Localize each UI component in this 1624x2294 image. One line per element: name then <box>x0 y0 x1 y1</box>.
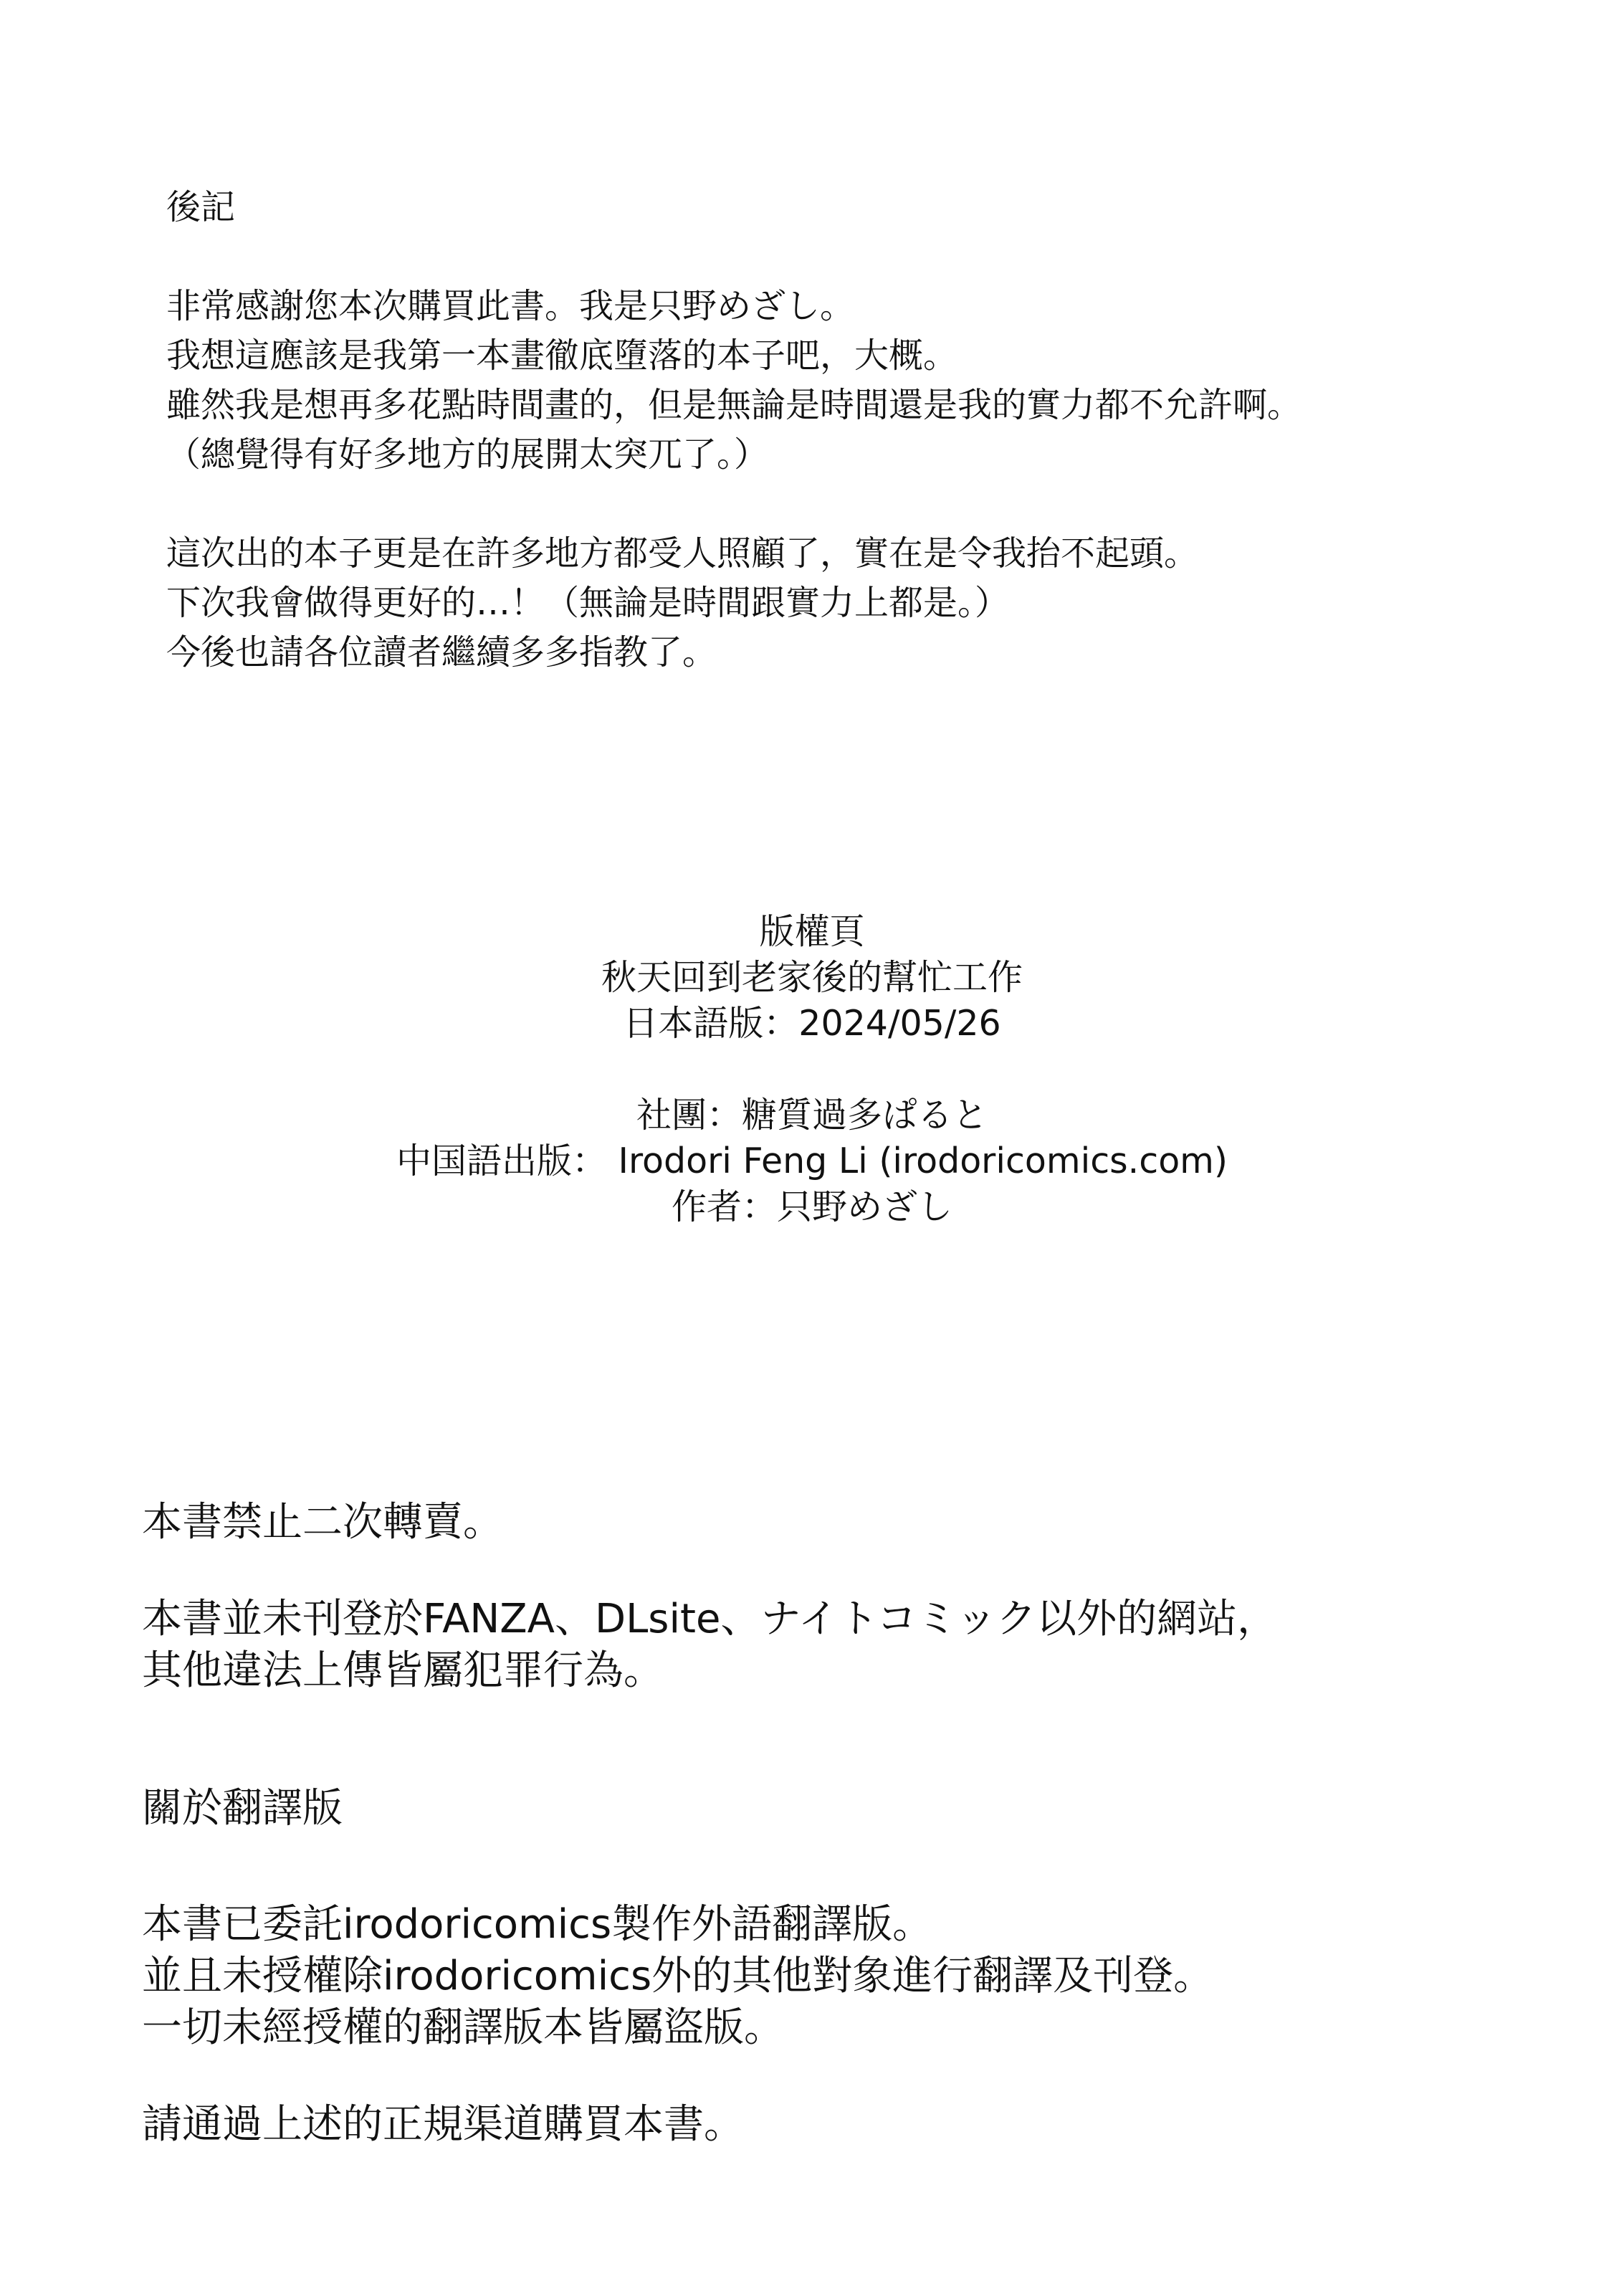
legal-spacer <box>142 1834 1277 1899</box>
circle-name: 社團：糖質過多ぱると <box>636 1095 988 1136</box>
afterword-title: 後記 <box>166 187 236 227</box>
translation-notice-line: 並且未授權除irodoricomics外的其他對象進行翻譯及刊登。 <box>142 1953 1214 1999</box>
no-resale-notice: 本書禁止二次轉賣。 <box>142 1499 503 1546</box>
legal-spacer <box>142 1548 1277 1594</box>
translation-notice-line: 一切未經授權的翻譯版本皆屬盜版。 <box>142 2004 784 2051</box>
afterword-paragraph-1-line: 雖然我是想再多花點時間畫的，但是無論是時間還是我的實力都不允許啊。 <box>166 385 1302 425</box>
translation-heading: 關於翻譯版 <box>142 1785 343 1832</box>
platforms-notice-line: 其他違法上傳皆屬犯罪行為。 <box>142 1647 664 1694</box>
afterword-paragraph-1-line: 我想這應該是我第一本畫徹底墮落的本子吧，大概。 <box>166 335 958 376</box>
legal-spacer <box>142 1697 1277 1783</box>
afterword-paragraph-1-line: （總覺得有好多地方的展開太突兀了。） <box>166 434 769 475</box>
colophon-spacer <box>0 1047 1624 1093</box>
book-title: 秋天回到老家後的幫忙工作 <box>601 957 1023 998</box>
legal-spacer <box>142 2054 1277 2099</box>
afterword-paragraph-2-line: 下次我會做得更好的…！（無論是時間跟實力上都是。） <box>166 583 1010 623</box>
colophon-heading: 版權頁 <box>759 911 865 952</box>
colophon-section <box>0 909 1624 1230</box>
platforms-notice-line: 本書並未刊登於FANZA、DLsite、ナイトコミック以外的網站， <box>142 1596 1278 1642</box>
afterword-paragraph-1-line: 非常感謝您本次購買此書。我是只野めざし。 <box>166 286 855 326</box>
japanese-edition-date: 日本語版：2024/05/26 <box>623 1003 1001 1044</box>
chinese-publisher: 中国語出版： Irodori Feng Li (irodoricomics.com) <box>396 1141 1228 1181</box>
afterword-section <box>166 183 1301 677</box>
author-name: 作者：只野めざし <box>671 1186 952 1227</box>
afterword-paragraph-2-line: 今後也請各位讀者繼續多多指教了。 <box>166 632 717 672</box>
afterword-paragraph-2-line: 這次出的本子更是在許多地方都受人照顧了，實在是令我抬不起頭。 <box>166 533 1199 574</box>
purchase-notice: 請通過上述的正規渠道購買本書。 <box>142 2101 744 2148</box>
translation-notice-line: 本書已委託irodoricomics製作外語翻譯版。 <box>142 1901 933 1948</box>
legal-notice-section <box>142 1497 1277 2151</box>
paragraph-spacer <box>166 480 1301 529</box>
